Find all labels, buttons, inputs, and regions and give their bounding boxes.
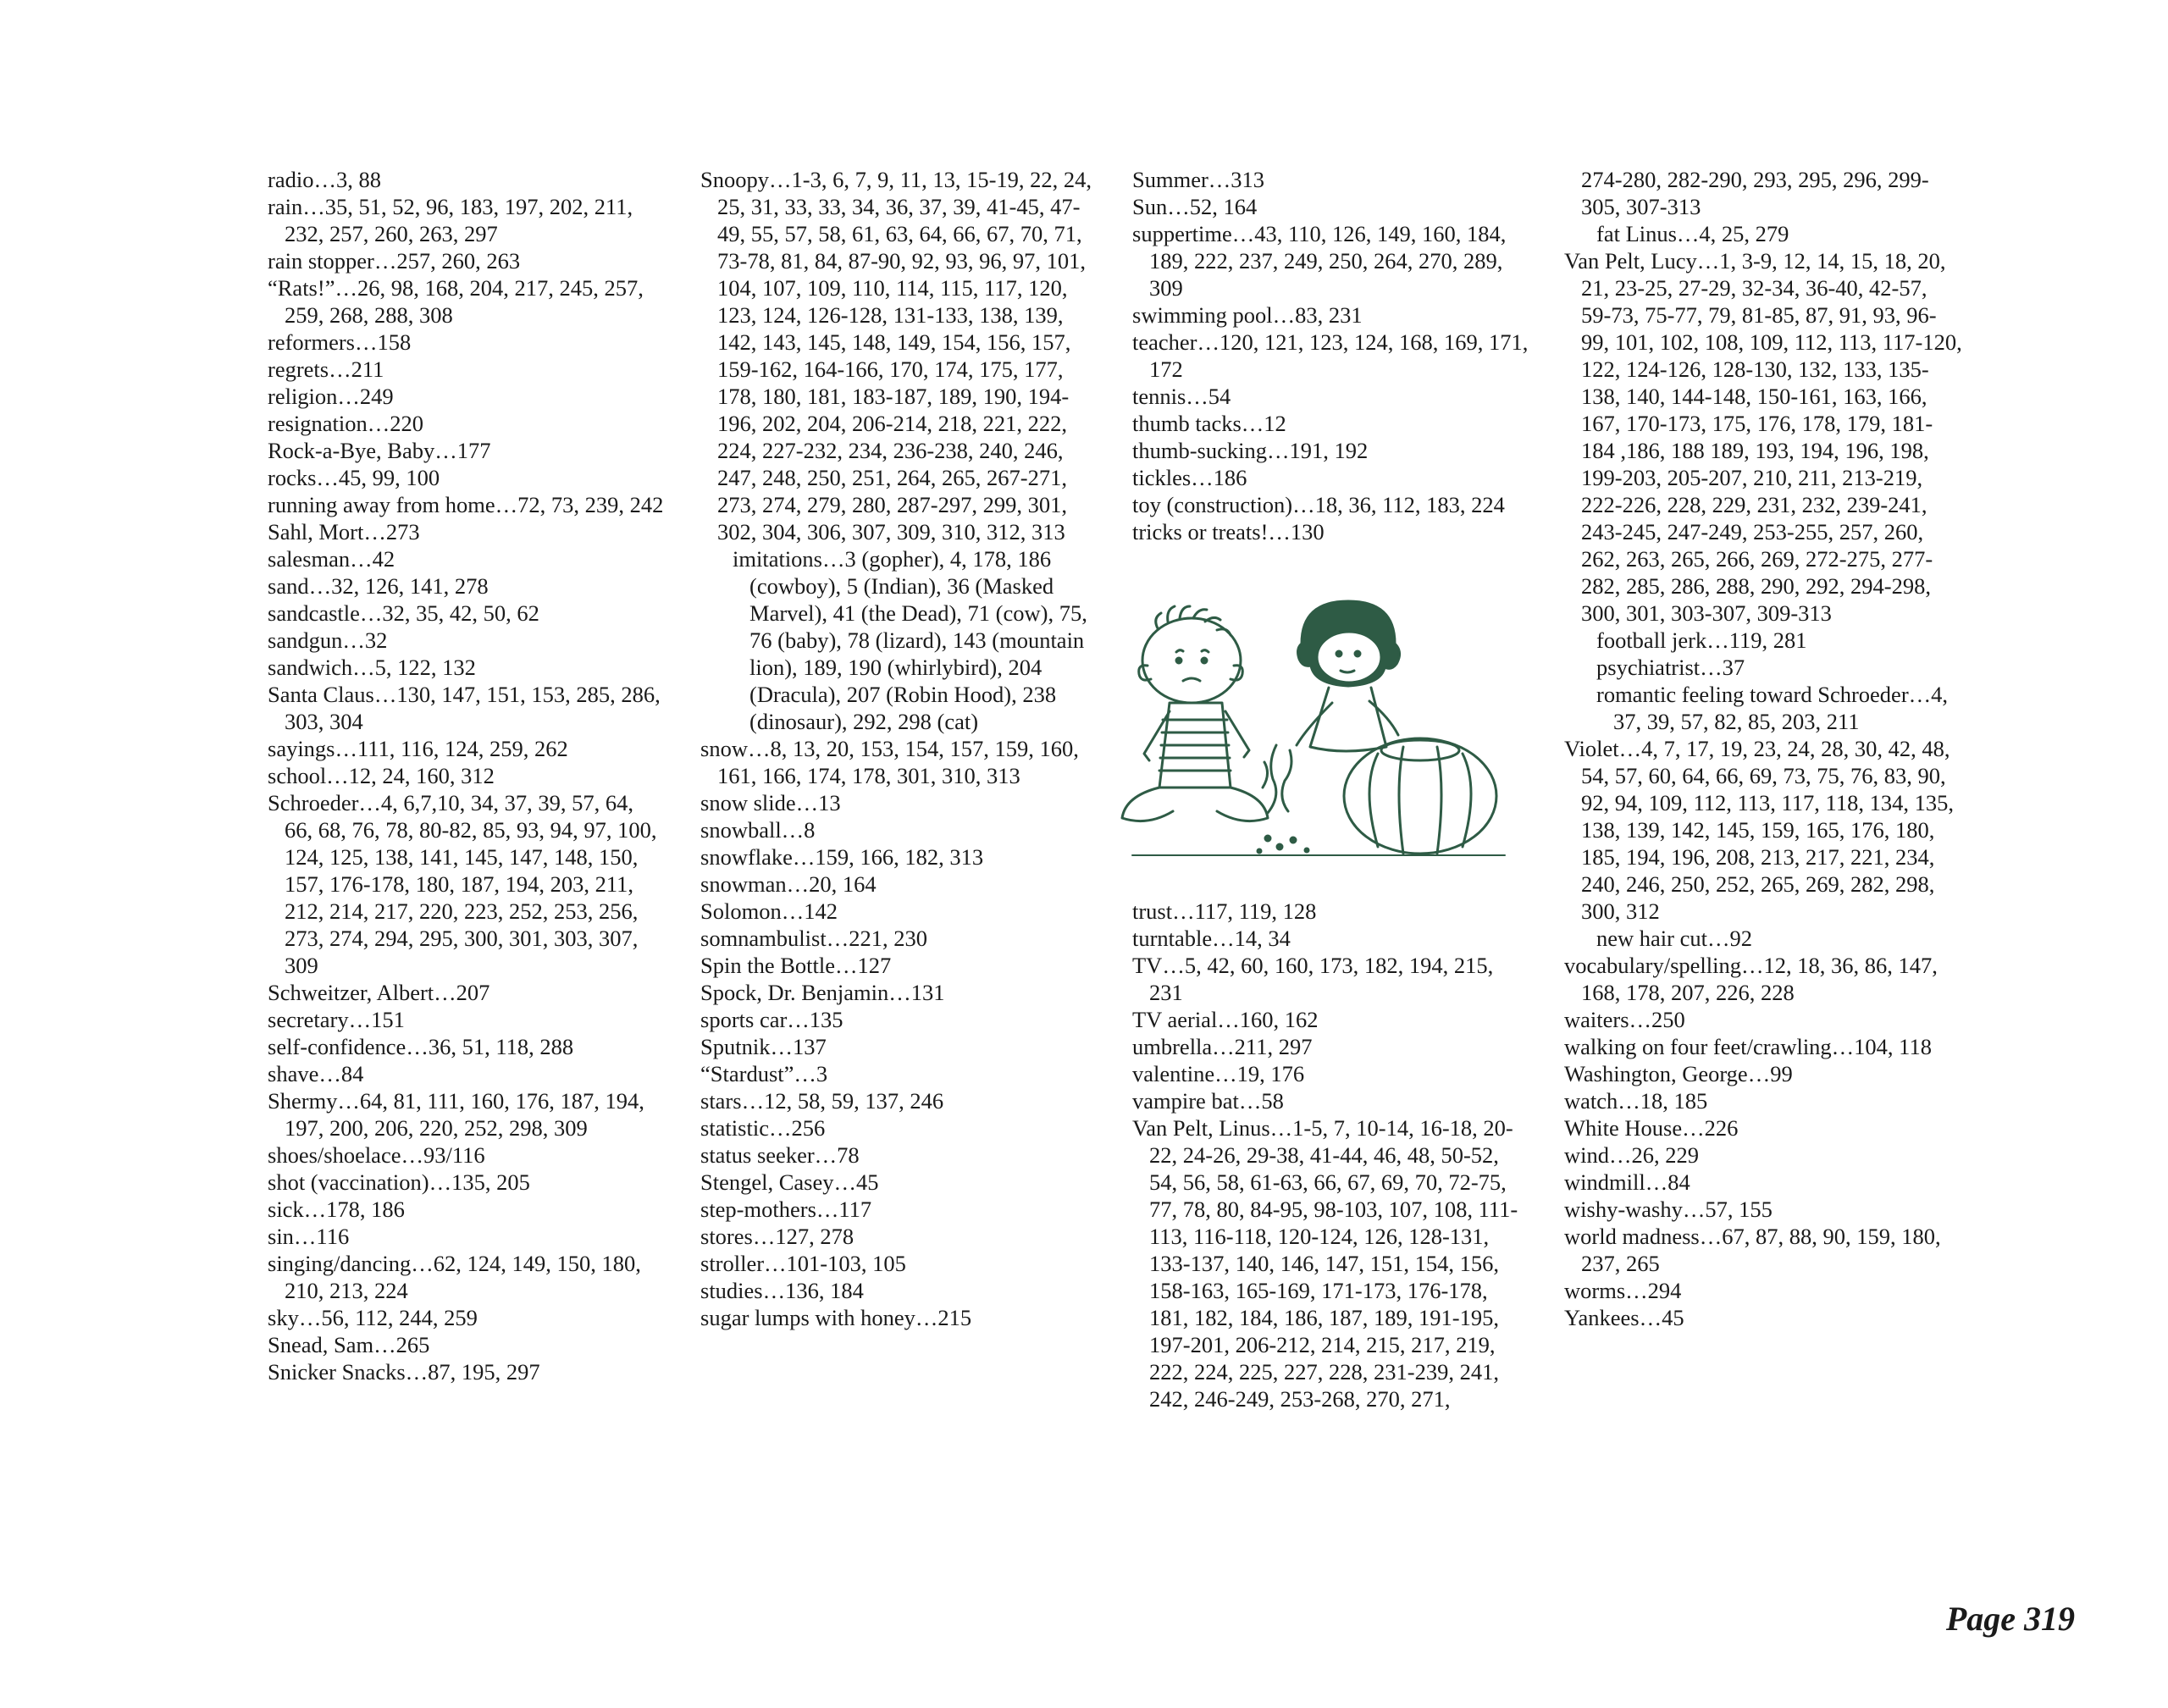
index-entry: walking on four feet/crawling…104, 118 <box>1564 1034 1932 1059</box>
index-entry: teacher…120, 121, 123, 124, 168, 169, 171, 172 <box>1132 329 1529 382</box>
index-entry: Yankees…45 <box>1564 1305 1684 1330</box>
index-entry: stores…127, 278 <box>700 1224 854 1249</box>
index-column-4 <box>1564 166 1962 1331</box>
page-number: Page 319 <box>1945 1600 2075 1638</box>
index-subentry: psychiatrist…37 <box>1596 655 1745 680</box>
linus-lucy-pumpkin-illustration <box>1098 593 1522 898</box>
index-subentry: fat Linus…4, 25, 279 <box>1596 221 1789 246</box>
index-entry: Solomon…142 <box>700 898 838 924</box>
index-entry: worms…294 <box>1564 1278 1682 1303</box>
index-entry: Snoopy…1-3, 6, 7, 9, 11, 13, 15-19, 22, 24, 25, 31, 33, 33, 34, 36, 37, 39, 41-45, 47-49, 55, 57, 58, 61, 63, 64, 66, 67, 70, 71, 73-78, 81, 84, 87-90, 92, 93, 96, 97, 101, 104, 107, 109, 110, 114, 115, 117, 120, 123, 124, 126-128, 131-133, 138, 139, 142, 143, 145, 148, 149, 154, 156, 157, 159-162, 164-166, 170, 174, 175, 177, 178, 180, 181, 183-187, 189, 190, 194-196, 202, 204, 206-214, 218, 221, 222, 224, 227-232, 234, 236-238, 240, 246, 247, 248, 250, 251, 264, 265, 267-271, 273, 274, 279, 280, 287-297, 299, 301, 302, 304, 306, 307, 309, 310, 312, 313 <box>700 167 1092 544</box>
index-entry: thumb-sucking…191, 192 <box>1132 438 1369 463</box>
index-entry: swimming pool…83, 231 <box>1132 302 1363 328</box>
pumpkin-seeds <box>1258 745 1308 853</box>
index-entry: White House…226 <box>1564 1115 1739 1141</box>
index-column-1 <box>268 166 666 1385</box>
index-entry: snowflake…159, 166, 182, 313 <box>700 844 984 870</box>
index-entry: shave…84 <box>268 1061 364 1086</box>
index-entry: sayings…111, 116, 124, 259, 262 <box>268 736 568 761</box>
index-entry: Snead, Sam…265 <box>268 1332 430 1357</box>
index-entry: trust…117, 119, 128 <box>1132 898 1317 924</box>
index-entry: Washington, George…99 <box>1564 1061 1793 1086</box>
index-entry: snowball…8 <box>700 817 816 843</box>
index-entry: watch…18, 185 <box>1564 1088 1708 1114</box>
index-entry: world madness…67, 87, 88, 90, 159, 180, 237, 265 <box>1564 1224 1941 1276</box>
index-entry: waiters…250 <box>1564 1007 1685 1032</box>
index-entry: sandcastle…32, 35, 42, 50, 62 <box>268 600 539 626</box>
index-entry: rocks…45, 99, 100 <box>268 465 440 490</box>
index-entry: Van Pelt, Linus…1-5, 7, 10-14, 16-18, 20-22, 24-26, 29-38, 41-44, 46, 48, 50-52, 54, 56, 58, 61-63, 66, 67, 69, 70, 72-75, 77, 78, 80, 84-95, 98-103, 107, 108, 111-113, 116-118, 120-124, 126, 128-131, 133-137, 140, 146, 147, 151, 154, 156, 158-163, 165-169, 171-173, 176-178, 181, 182, 184, 186, 187, 189, 191-195, 197-201, 206-212, 214, 215, 217, 219, 222, 224, 225, 227, 228, 231-239, 241, 242, 246-249, 253-268, 270, 271, <box>1132 1115 1518 1412</box>
index-entry: sandwich…5, 122, 132 <box>268 655 476 680</box>
index-entry: singing/dancing…62, 124, 149, 150, 180, 210, 213, 224 <box>268 1251 641 1303</box>
index-entry: Santa Claus…130, 147, 151, 153, 285, 286, 303, 304 <box>268 682 661 734</box>
index-entry: toy (construction)…18, 36, 112, 183, 224 <box>1132 492 1505 517</box>
index-entry: Schweitzer, Albert…207 <box>268 980 490 1005</box>
index-entry: resignation…220 <box>268 411 423 436</box>
index-entry: sandgun…32 <box>268 627 388 653</box>
index-column-2 <box>700 166 1098 1331</box>
index-entry: snowman…20, 164 <box>700 871 877 897</box>
lucy-figure <box>1297 601 1400 751</box>
index-entry: sick…178, 186 <box>268 1197 405 1222</box>
index-entry: Spock, Dr. Benjamin…131 <box>700 980 945 1005</box>
index-entry: sports car…135 <box>700 1007 843 1032</box>
index-entry: rain…35, 51, 52, 96, 183, 197, 202, 211, 232, 257, 260, 263, 297 <box>268 194 633 246</box>
index-entry: Sahl, Mort…273 <box>268 519 420 544</box>
index-entry: Stengel, Casey…45 <box>700 1169 879 1195</box>
index-entry: tennis…54 <box>1132 384 1231 409</box>
index-entry: “Rats!”…26, 98, 168, 204, 217, 245, 257, 259, 268, 288, 308 <box>268 275 644 328</box>
index-entry: step-mothers…117 <box>700 1197 872 1222</box>
index-entry: Sun…52, 164 <box>1132 194 1258 219</box>
index-entry: shot (vaccination)…135, 205 <box>268 1169 530 1195</box>
index-entry: statistic…256 <box>700 1115 826 1141</box>
index-entry: reformers…158 <box>268 329 412 355</box>
pumpkin <box>1344 738 1496 854</box>
index-entry: tricks or treats!…130 <box>1132 519 1325 544</box>
index-entry: 274-280, 282-290, 293, 295, 296, 299-305, 307-313 <box>1581 167 1929 219</box>
index-entry: TV aerial…160, 162 <box>1132 1007 1319 1032</box>
index-entry: wind…26, 229 <box>1564 1142 1699 1168</box>
index-entry: sin…116 <box>268 1224 350 1249</box>
index-entry: wishy-washy…57, 155 <box>1564 1197 1773 1222</box>
index-entry: snow slide…13 <box>700 790 841 815</box>
index-entry: studies…136, 184 <box>700 1278 864 1303</box>
index-entry: snow…8, 13, 20, 153, 154, 157, 159, 160, 161, 166, 174, 178, 301, 310, 313 <box>700 736 1079 788</box>
index-entry: Summer…313 <box>1132 167 1265 192</box>
index-entry: stars…12, 58, 59, 137, 246 <box>700 1088 944 1114</box>
index-entry: umbrella…211, 297 <box>1132 1034 1313 1059</box>
index-entry: self-confidence…36, 51, 118, 288 <box>268 1034 574 1059</box>
index-entry: religion…249 <box>268 384 394 409</box>
index-entry: sugar lumps with honey…215 <box>700 1305 972 1330</box>
index-entry: Violet…4, 7, 17, 19, 23, 24, 28, 30, 42, 48, 54, 57, 60, 64, 66, 69, 73, 75, 76, 83, 90, 92, 94, 109, 112, 113, 117, 118, 134, 135, 138, 139, 142, 145, 159, 165, 176, 180, 185, 194, 196, 208, 213, 217, 221, 234, 240, 246, 250, 252, 265, 269, 282, 298, 300, 312 <box>1564 736 1954 924</box>
index-entry: running away from home…72, 73, 239, 242 <box>268 492 664 517</box>
index-entry: regrets…211 <box>268 357 384 382</box>
index-subentry: imitations…3 (gopher), 4, 178, 186 (cowboy), 5 (Indian), 36 (Masked Marvel), 41 (the Dead), 71 (cow), 75, 76 (baby), 78 (lizard), 143 (mountain lion), 189, 190 (whirlybird), 204 (Dracula), 207 (Robin Hood), 238 (dinosaur), 292, 298 (cat) <box>733 546 1087 734</box>
index-entry: vocabulary/spelling…12, 18, 36, 86, 147, 168, 178, 207, 226, 228 <box>1564 953 1938 1005</box>
index-entry: turntable…14, 34 <box>1132 926 1291 951</box>
index-entry: Schroeder…4, 6,7,10, 34, 37, 39, 57, 64, 66, 68, 76, 78, 80-82, 85, 93, 94, 97, 100, 124, 125, 138, 141, 145, 147, 148, 150, 157, 176-178, 180, 187, 194, 203, 211, 212, 214, 217, 220, 223, 252, 253, 256, 273, 274, 294, 295, 300, 301, 303, 307, 309 <box>268 790 657 978</box>
index-entry: somnambulist…221, 230 <box>700 926 927 951</box>
index-entry: salesman…42 <box>268 546 395 572</box>
index-column-3-bottom <box>1132 898 1530 1412</box>
index-entry: Rock-a-Bye, Baby…177 <box>268 438 491 463</box>
index-subentry: romantic feeling toward Schroeder…4, 37, 39, 57, 82, 85, 203, 211 <box>1596 682 1949 734</box>
index-subentry: football jerk…119, 281 <box>1596 627 1807 653</box>
index-entry: suppertime…43, 110, 126, 149, 160, 184, 189, 222, 237, 249, 250, 264, 270, 289, 309 <box>1132 221 1507 301</box>
index-entry: vampire bat…58 <box>1132 1088 1284 1114</box>
index-entry: sky…56, 112, 244, 259 <box>268 1305 478 1330</box>
index-entry: status seeker…78 <box>700 1142 860 1168</box>
index-entry: secretary…151 <box>268 1007 405 1032</box>
index-column-3 <box>1132 166 1530 1412</box>
linus-figure <box>1122 606 1268 821</box>
index-entry: Spin the Bottle…127 <box>700 953 892 978</box>
index-entry: rain stopper…257, 260, 263 <box>268 248 521 274</box>
index-entry: shoes/shoelace…93/116 <box>268 1142 485 1168</box>
index-entry: “Stardust”…3 <box>700 1061 828 1086</box>
index-entry: valentine…19, 176 <box>1132 1061 1305 1086</box>
index-subentry: new hair cut…92 <box>1596 926 1752 951</box>
index-entry: TV…5, 42, 60, 160, 173, 182, 194, 215, 231 <box>1132 953 1494 1005</box>
index-entry: thumb tacks…12 <box>1132 411 1286 436</box>
index-entry: radio…3, 88 <box>268 167 381 192</box>
index-entry: Sputnik…137 <box>700 1034 827 1059</box>
index-entry: stroller…101-103, 105 <box>700 1251 906 1276</box>
index-entry: Shermy…64, 81, 111, 160, 176, 187, 194, 197, 200, 206, 220, 252, 298, 309 <box>268 1088 644 1141</box>
index-column-3-top <box>1132 166 1530 545</box>
index-entry: windmill…84 <box>1564 1169 1690 1195</box>
index-entry: tickles…186 <box>1132 465 1247 490</box>
index-entry: Van Pelt, Lucy…1, 3-9, 12, 14, 15, 18, 20, 21, 23-25, 27-29, 32-34, 36-40, 42-57, 59-73, 75-77, 79, 81-85, 87, 91, 93, 96-99, 101, 102, 108, 109, 112, 113, 117-120, 122, 124-126, 128-130, 132, 133, 135-138, 140, 144-148, 150-161, 163, 166, 167, 170-173, 175, 176, 178, 179, 181-184 ,186, 188 189, 193, 194, 196, 198, 199-203, 205-207, 210, 211, 213-219, 222-226, 228, 229, 231, 232, 239-241, 243-245, 247-249, 253-255, 257, 260, 262, 263, 265, 266, 269, 272-275, 277-282, 285, 286, 288, 290, 292, 294-298, 300, 301, 303-307, 309-313 <box>1564 248 1962 626</box>
index-entry: sand…32, 126, 141, 278 <box>268 573 489 599</box>
index-entry: Snicker Snacks…87, 195, 297 <box>268 1359 540 1385</box>
index-entry: school…12, 24, 160, 312 <box>268 763 495 788</box>
